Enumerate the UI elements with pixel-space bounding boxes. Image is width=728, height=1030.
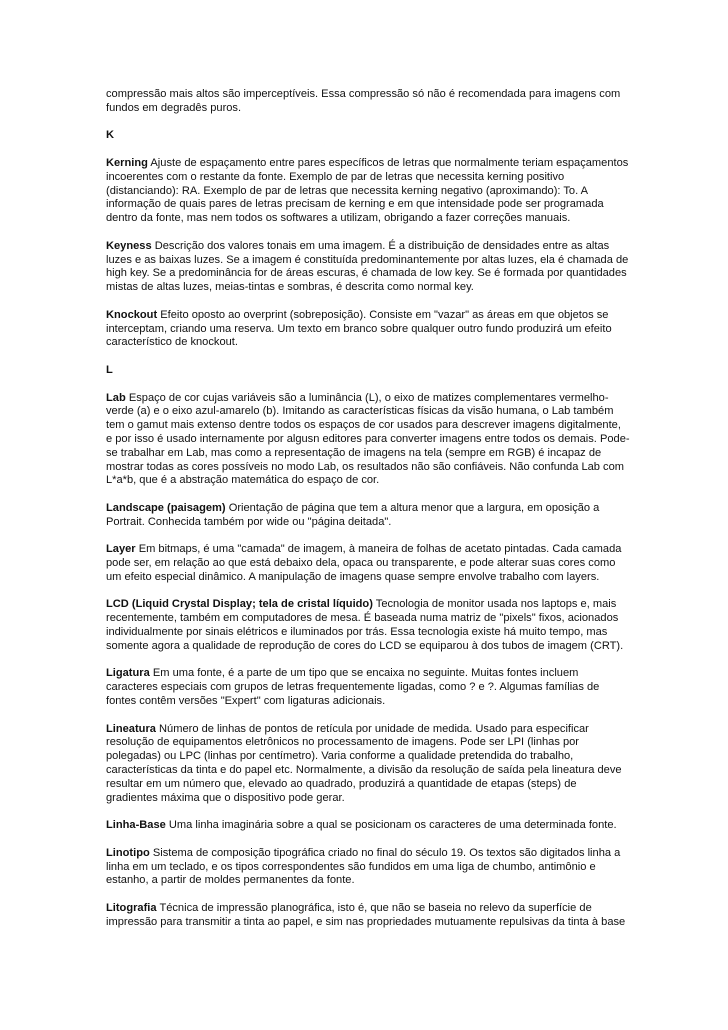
- entry-definition: Uma linha imaginária sobre a qual se posicionam os caracteres de uma determinada fonte.: [168, 819, 617, 832]
- entry-linotipo: [106, 847, 630, 888]
- entry-term: Layer: [106, 543, 136, 556]
- entry-term: Linotipo: [106, 846, 150, 859]
- entry-kerning: [106, 157, 630, 226]
- section-letter-l: L: [106, 363, 113, 376]
- entry-lcd: [106, 598, 630, 653]
- entry-layer: [106, 543, 630, 584]
- entry-definition: Em uma fonte, é a parte de um tipo que se encaixa no seguinte. Muitas fontes incluem caracteres especiais com grupos de letras frequentemente ligadas, como ? e ?. Algumas famílias de fontes contêm versões "Expert" com ligaturas adicionais.: [106, 667, 600, 708]
- entry-definition: Tecnologia de monitor usada nos laptops e, mais recentemente, também em computadores de mesa. É baseada numa matriz de "pixels" fixos, acionados individualmente por sinais elétricos e iluminados por trás. Essa tecnologia existe há muito tempo, mas somente agora a qualidade de reprodução de cores do LCD se equiparou à dos tubos de imagem (CRT).: [106, 598, 624, 652]
- entry-term: Lab: [106, 391, 126, 404]
- document-page: [106, 88, 630, 943]
- entry-term: Linha-Base: [106, 819, 166, 832]
- entry-ligatura: [106, 667, 630, 708]
- entry-definition: Efeito oposto ao overprint (sobreposição). Consiste em "vazar" as áreas em que objetos se interceptam, criando uma reserva. Um texto em branco sobre qualquer outro fundo produzirá um efeito característico de knockout.: [106, 308, 612, 349]
- entry-definition: Número de linhas de pontos de retícula por unidade de medida. Usado para especificar resolução de equipamentos eletrônicos no processamento de imagens. Pode ser LPI (linhas por polegadas) ou LPC (linhas por centímetro). Varia conforme a qualidade pretendida do trabalho, características da tinta e do papel etc. Normalmente, a divisão da resolução de saída pela lineatura deve resultar em um número que, elevado ao quadrado, produzirá a quantidade de etapas (steps) de gradientes máxima que o dispositivo pode gerar.: [106, 722, 622, 804]
- entry-definition: Ajuste de espaçamento entre pares específicos de letras que normalmente teriam espaçamentos incoerentes com o restante da fonte. Exemplo de par de letras que necessita kerning positivo (distanciando): RA. Exemplo de par de letras que necessita kerning negativo (aproximando): To. A informação de quais pares de letras precisam de kerning e em que intensidade pode ser programada dentro da fonte, mas nem todos os softwares a utilizam, obrigando a fazer correções manuais.: [106, 156, 629, 225]
- section-letter-k: K: [106, 129, 115, 142]
- entry-litografia: [106, 902, 630, 930]
- entry-lab: [106, 392, 630, 489]
- entry-definition: Técnica de impressão planográfica, isto é, que não se baseia no relevo da superfície de impressão para transmitir a tinta ao papel, e sim nas propriedades mutuamente repulsivas da tinta à base: [106, 902, 626, 928]
- entry-term: Keyness: [106, 239, 152, 252]
- entry-term: Landscape (paisagem): [106, 501, 226, 514]
- entry-definition: Espaço de cor cujas variáveis são a luminância (L), o eixo de matizes complementares vermelho-verde (a) e o eixo azul-amarelo (b). Imitando as características físicas da visão humana, o Lab também tem o gamut mais extenso dentre todos os espaços de cor usados para descrever imagens digitalmente, e por isso é usado internamente por algusn editores para converter imagens entre todos os demais. Pode-se trabalhar em Lab, mas como a representação de imagens na tela (sempre em RGB) é incapaz de mostrar todas as cores possíveis no modo Lab, os resultados não são confiáveis. Não confunda Lab com L*a*b, que é a abstração matemática do espaço de cor.: [106, 391, 630, 487]
- entry-term: Knockout: [106, 308, 158, 321]
- entry-definition: Descrição dos valores tonais em uma imagem. É a distribuição de densidades entre as altas luzes e as baixas luzes. Se a imagem é constituída predominantemente por altas luzes, ela é chamada de high key. Se a predominância for de áreas escuras, é chamada de low key. Se é formada por quantidades mistas de altas luzes, meias-tintas e sombras, é descrita como normal key.: [106, 239, 629, 294]
- entry-linha-base: [106, 819, 630, 833]
- entry-term: Lineatura: [106, 722, 156, 735]
- entry-term: Kerning: [106, 156, 148, 169]
- entry-term: LCD (Liquid Crystal Display; tela de cristal líquido): [106, 598, 373, 611]
- entry-keyness: [106, 240, 630, 295]
- entry-definition: Sistema de composição tipográfica criado no final do século 19. Os textos são digitados linha a linha em um teclado, e os tipos correspondentes são fundidos em uma liga de chumbo, antimônio e estanho, a partir de moldes permanentes da fonte.: [106, 846, 621, 887]
- entry-lineatura: [106, 723, 630, 806]
- intro-paragraph: compressão mais altos são imperceptíveis. Essa compressão só não é recomendada para imagens com fundos em degradês puros.: [106, 88, 621, 114]
- entry-definition: Em bitmaps, é uma "camada" de imagem, à maneira de folhas de acetato pintadas. Cada camada pode ser, em relação ao que está debaixo dela, opaca ou transparente, e pode alterar suas cores como um efeito especial dinâmico. A manipulação de imagens quase sempre envolve trabalho com layers.: [106, 543, 622, 583]
- entry-knockout: [106, 309, 630, 350]
- entry-definition: Orientação de página que tem a altura menor que a largura, em oposição a Portrait. Conhecida também por wide ou "página deitada".: [106, 501, 600, 528]
- entry-term: Litografia: [106, 902, 157, 915]
- entry-term: Ligatura: [106, 667, 150, 680]
- entry-landscape: [106, 502, 630, 530]
